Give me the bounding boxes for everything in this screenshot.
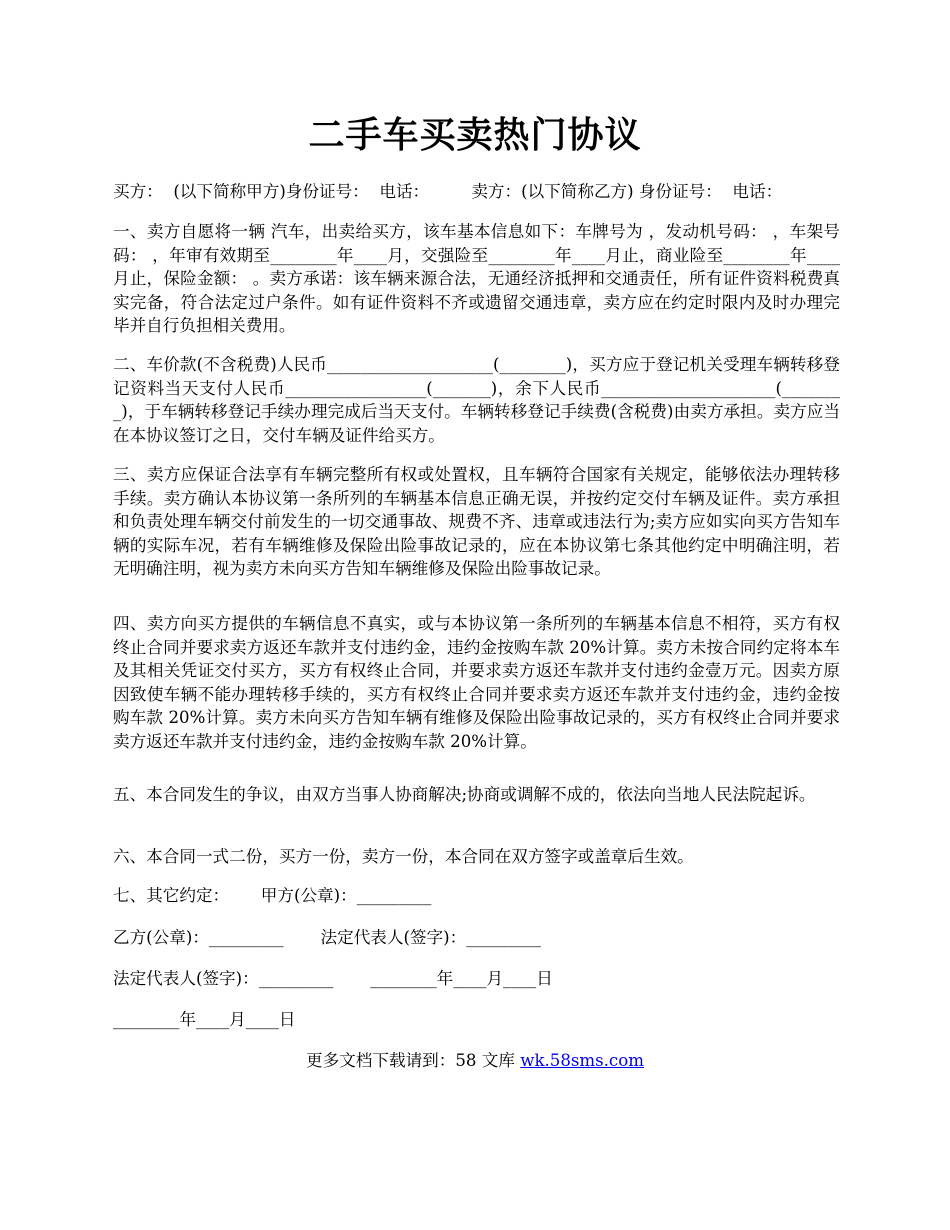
signature-line-3: 法定代表人(签字)：_________ ________年____月____日 (113, 969, 553, 988)
signature-line-1: 七、其它约定： 甲方(公章)：_________ (113, 886, 432, 905)
signature-line-2: 乙方(公章)：_________ 法定代表人(签字)：_________ (113, 928, 541, 947)
footer-prefix: 更多文档下载请到：58 文库 (306, 1051, 521, 1070)
document-title: 二手车买卖热门协议 (308, 114, 642, 156)
section-6: 六、本合同一式二份，买方一份，卖方一份，本合同在双方签字或盖章后生效。 (113, 847, 694, 866)
footer-link[interactable]: wk.58sms.com (520, 1051, 644, 1070)
signature-line-4: ________年____月____日 (113, 1010, 296, 1029)
footer (0, 1049, 950, 1073)
section-4: 四、卖方向买方提供的车辆信息不真实，或与本协议第一条所列的车辆基本信息不相符，买方有权终止合同并要求卖方返还车款并支付违约金，违约金按购车款 20%计算。卖方未按合同约定将本车及其相关凭证交付买方，买方有权终止合同，并要求卖方返还车款并支付违约金壹万元。因卖方原因致使车辆不能办理转移手续的，买方有权终止合同并要求卖方返还车款并支付违约金，违约金按购车款 20%计算。卖方未向买方告知车辆有维修及保险出险事故记录的，买方有权终止合同并要求卖方返还车款并支付违约金，违约金按购车款 20%计算。 (113, 614, 840, 751)
section-2: 二、车价款(不含税费)人民币____________________(________)，买方应于登记机关受理车辆转移登记资料当天支付人民币_________________(_______)，余下人民币_____________________(________)，于车辆转移登记手续办理完成后当天支付。车辆转移登记手续费(含税费)由卖方承担。卖方应当在本协议签订之日，交付车辆及证件给买方。 (113, 355, 840, 445)
section-5: 五、本合同发生的争议，由双方当事人协商解决;协商或调解不成的，依法向当地人民法院起诉。 (113, 785, 816, 804)
section-3: 三、卖方应保证合法享有车辆完整所有权或处置权，且车辆符合国家有关规定，能够依法办理转移手续。卖方确认本协议第一条所列的车辆基本信息正确无误，并按约定交付车辆及证件。卖方承担和负责处理车辆交付前发生的一切交通事故、规费不齐、违章或违法行为;卖方应如实向买方告知车辆的实际车况，若有车辆维修及保险出险事故记录的，应在本协议第七条其他约定中明确注明，若无明确注明，视为卖方未向买方告知车辆维修及保险出险事故记录。 (113, 465, 840, 579)
section-1: 一、卖方自愿将一辆 汽车，出卖给买方，该车基本信息如下：车牌号为 ，发动机号码： ，车架号码： ，年审有效期至________年____月，交强险至________年____月止，商业险至________年____月止，保险金额： 。卖方承诺：该车辆来源合法，无通经济抵押和交通责任，所有证件资料税费真实完备，符合法定过户条件。如有证件资料不齐或遗留交通违章，卖方应在约定时限内及时办理完毕并自行负担相关费用。 (113, 222, 840, 336)
parties-line: 买方： (以下简称甲方)身份证号： 电话： 卖方：(以下简称乙方) 身份证号： 电话： (113, 182, 783, 201)
